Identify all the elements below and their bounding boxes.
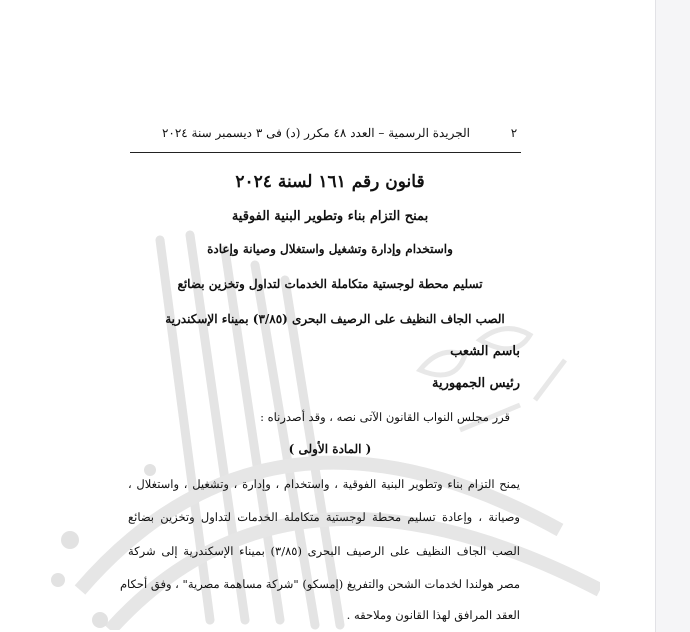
article-line-3: الصب الجاف النظيف على الرصيف البحرى (٣/٨٥) بميناء الإسكندرية إلى شركة bbox=[128, 544, 520, 558]
law-subtitle-1: بمنح التزام بناء وتطوير البنية الفوقية bbox=[231, 209, 429, 224]
law-subtitle-3: تسليم محطة لوجستية متكاملة الخدمات لتداول وتخزين بضائع bbox=[177, 277, 483, 291]
article-line-2: وصيانة ، وإعادة تسليم محطة لوجستية متكاملة الخدمات لتداول وتخزين بضائع bbox=[128, 510, 520, 524]
article-line-5: العقد المرافق لهذا القانون وملاحقه . bbox=[346, 608, 520, 622]
viewer-gutter bbox=[655, 0, 690, 632]
article-heading: ( المادة الأولى ) bbox=[288, 442, 372, 456]
article-line-4: مصر هولندا لخدمات الشحن والتفريغ (إمسكو) "شركة مساهمة مصرية" ، وفق أحكام bbox=[119, 577, 520, 591]
decree-text: قرر مجلس النواب القانون الآتى نصه ، وقد أصدرناه : bbox=[260, 410, 510, 424]
law-subtitle-2: واستخدام وإدارة وتشغيل واستغلال وصيانة وإعادة bbox=[207, 242, 453, 256]
page-number: ٢ bbox=[510, 126, 518, 140]
law-title: قانون رقم ١٦١ لسنة ٢٠٢٤ bbox=[235, 172, 425, 192]
article-line-1: يمنح التزام بناء وتطوير البنية الفوقية ، واستخدام ، وإدارة ، وتشغيل ، واستغلال ، bbox=[128, 477, 520, 491]
in-the-name-of-the-people: باسم الشعب bbox=[450, 344, 520, 359]
law-subtitle-4: الصب الجاف النظيف على الرصيف البحرى (٣/٨٥) بميناء الإسكندرية bbox=[165, 312, 505, 326]
president-label: رئيس الجمهورية bbox=[432, 376, 520, 391]
header-rule bbox=[130, 152, 521, 153]
running-header: الجريدة الرسمية – العدد ٤٨ مكرر (د) فى ٣ ديسمبر سنة ٢٠٢٤ bbox=[161, 126, 470, 140]
